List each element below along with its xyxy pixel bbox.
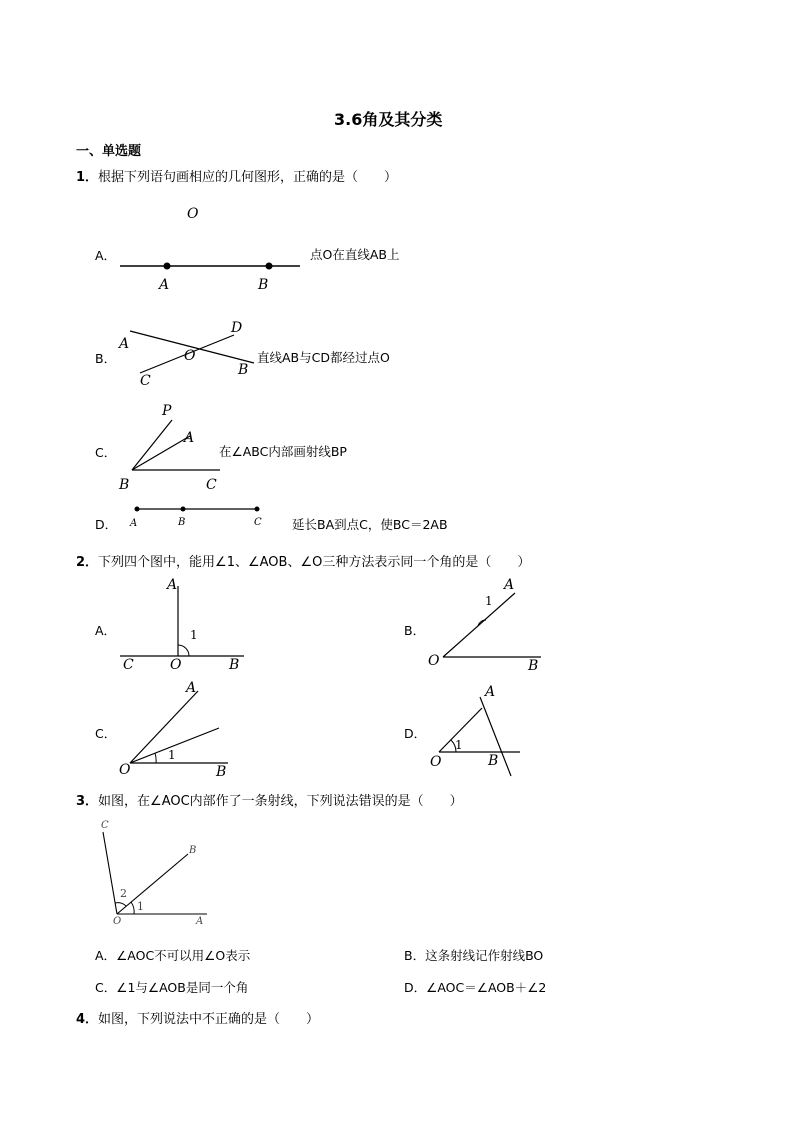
option-c[interactable] [95,978,248,996]
label-o: O [170,657,182,673]
label-1: 1 [485,594,493,608]
option-letter: D． [404,980,427,995]
label-a: A [186,680,197,696]
q1-figure-a [110,200,310,300]
option-text: ∠AOC＝∠AOB＋∠2 [426,980,547,995]
ray-oa [130,691,198,763]
angle-1-arc [131,902,134,914]
option-text-d: 延长BA到点C，使BC＝2AB [292,517,448,532]
label-c: C [206,477,217,493]
question-number: 3． [76,794,99,809]
option-letter-d[interactable]: D． [95,517,118,532]
option-letter-a[interactable]: A． [95,248,117,263]
angle-arc [178,645,189,656]
label-a: A [184,430,195,446]
label-1: 1 [168,748,176,762]
label-b: B [528,658,539,674]
q3-figure [95,815,220,925]
label-o: O [430,754,442,770]
label-c: C [254,517,262,528]
label-b: B [238,362,249,378]
point-a [164,263,171,270]
question-4 [76,1008,319,1027]
angle-2-arc [115,903,126,906]
option-a[interactable] [95,946,250,964]
ray-ob [117,854,188,914]
label-b: B [488,753,499,769]
label-b: B [178,517,186,528]
label-c: C [140,373,151,389]
question-number: 2． [76,555,99,570]
option-letter: B． [404,948,426,963]
label-b: B [229,657,240,673]
option-text: ∠AOC不可以用∠O表示 [116,948,251,963]
option-text-c: 在∠ABC内部画射线BP [219,444,347,459]
q2-figure-c [120,680,235,770]
option-b[interactable] [404,946,543,964]
section-heading: 一、单选题 [76,144,142,159]
label-b: B [189,845,197,856]
label-c: C [101,820,109,831]
option-text: 这条射线记作射线BO [425,948,544,963]
label-o: O [113,916,122,927]
q2-figure-b [435,580,550,665]
option-letter-d[interactable]: D． [404,726,427,741]
label-o: O [184,348,196,364]
q2-figure-d [430,685,530,780]
page-title: 3.6角及其分类 [334,110,443,129]
label-1: 1 [455,738,463,752]
option-letter-c[interactable]: C． [95,726,117,741]
ray-ba [132,436,190,470]
label-b: B [258,277,269,293]
label-a: A [130,518,138,529]
label-b: B [119,477,130,493]
point-b [266,263,273,270]
option-text-a: 点O在直线AB上 [310,247,400,262]
question-number: 4． [76,1012,99,1027]
label-a: A [485,684,496,700]
label-a: A [504,577,515,593]
option-text-b: 直线AB与CD都经过点O [257,350,390,365]
ray-bp [132,420,172,470]
question-text: 如图，下列说法中不正确的是（ ） [98,1012,320,1027]
question-text: 下列四个图中，能用∠1、∠AOB、∠O三种方法表示同一个角的是（ ） [98,555,531,570]
label-a: A [159,277,170,293]
q1-figure-d [130,500,270,520]
label-2: 2 [120,887,127,900]
option-letter-b[interactable]: B． [404,623,426,638]
label-p: P [162,403,172,419]
ray-oc [103,832,117,914]
label-c: C [123,657,134,673]
label-o: O [428,653,440,669]
label-1: 1 [137,900,144,913]
option-letter-c[interactable]: C． [95,445,117,460]
ray-oa [443,593,515,657]
point-a [135,507,140,512]
label-b: B [216,764,227,780]
question-number: 1． [76,170,99,185]
label-a: A [119,336,130,352]
question-text: 根据下列语句画相应的几何图形，正确的是（ ） [98,170,398,185]
option-letter-b[interactable]: B． [95,351,117,366]
question-2 [76,551,530,570]
option-letter-a[interactable]: A． [95,623,117,638]
label-a: A [196,916,204,927]
label-o: O [187,206,199,222]
point-c [255,507,260,512]
question-1 [76,166,397,185]
label-o: O [119,762,131,778]
question-3 [76,790,463,809]
option-letter: C． [95,980,117,995]
option-d[interactable] [404,978,546,996]
question-text: 如图，在∠AOC内部作了一条射线，下列说法错误的是（ ） [98,794,463,809]
option-text: ∠1与∠AOB是同一个角 [116,980,249,995]
q2-figure-a [115,580,250,665]
angle-arc [155,753,156,763]
label-1: 1 [190,628,198,642]
label-a: A [167,577,178,593]
point-b [181,507,186,512]
label-d: D [231,320,243,336]
q1-figure-c [120,400,230,480]
option-letter: A． [95,948,117,963]
